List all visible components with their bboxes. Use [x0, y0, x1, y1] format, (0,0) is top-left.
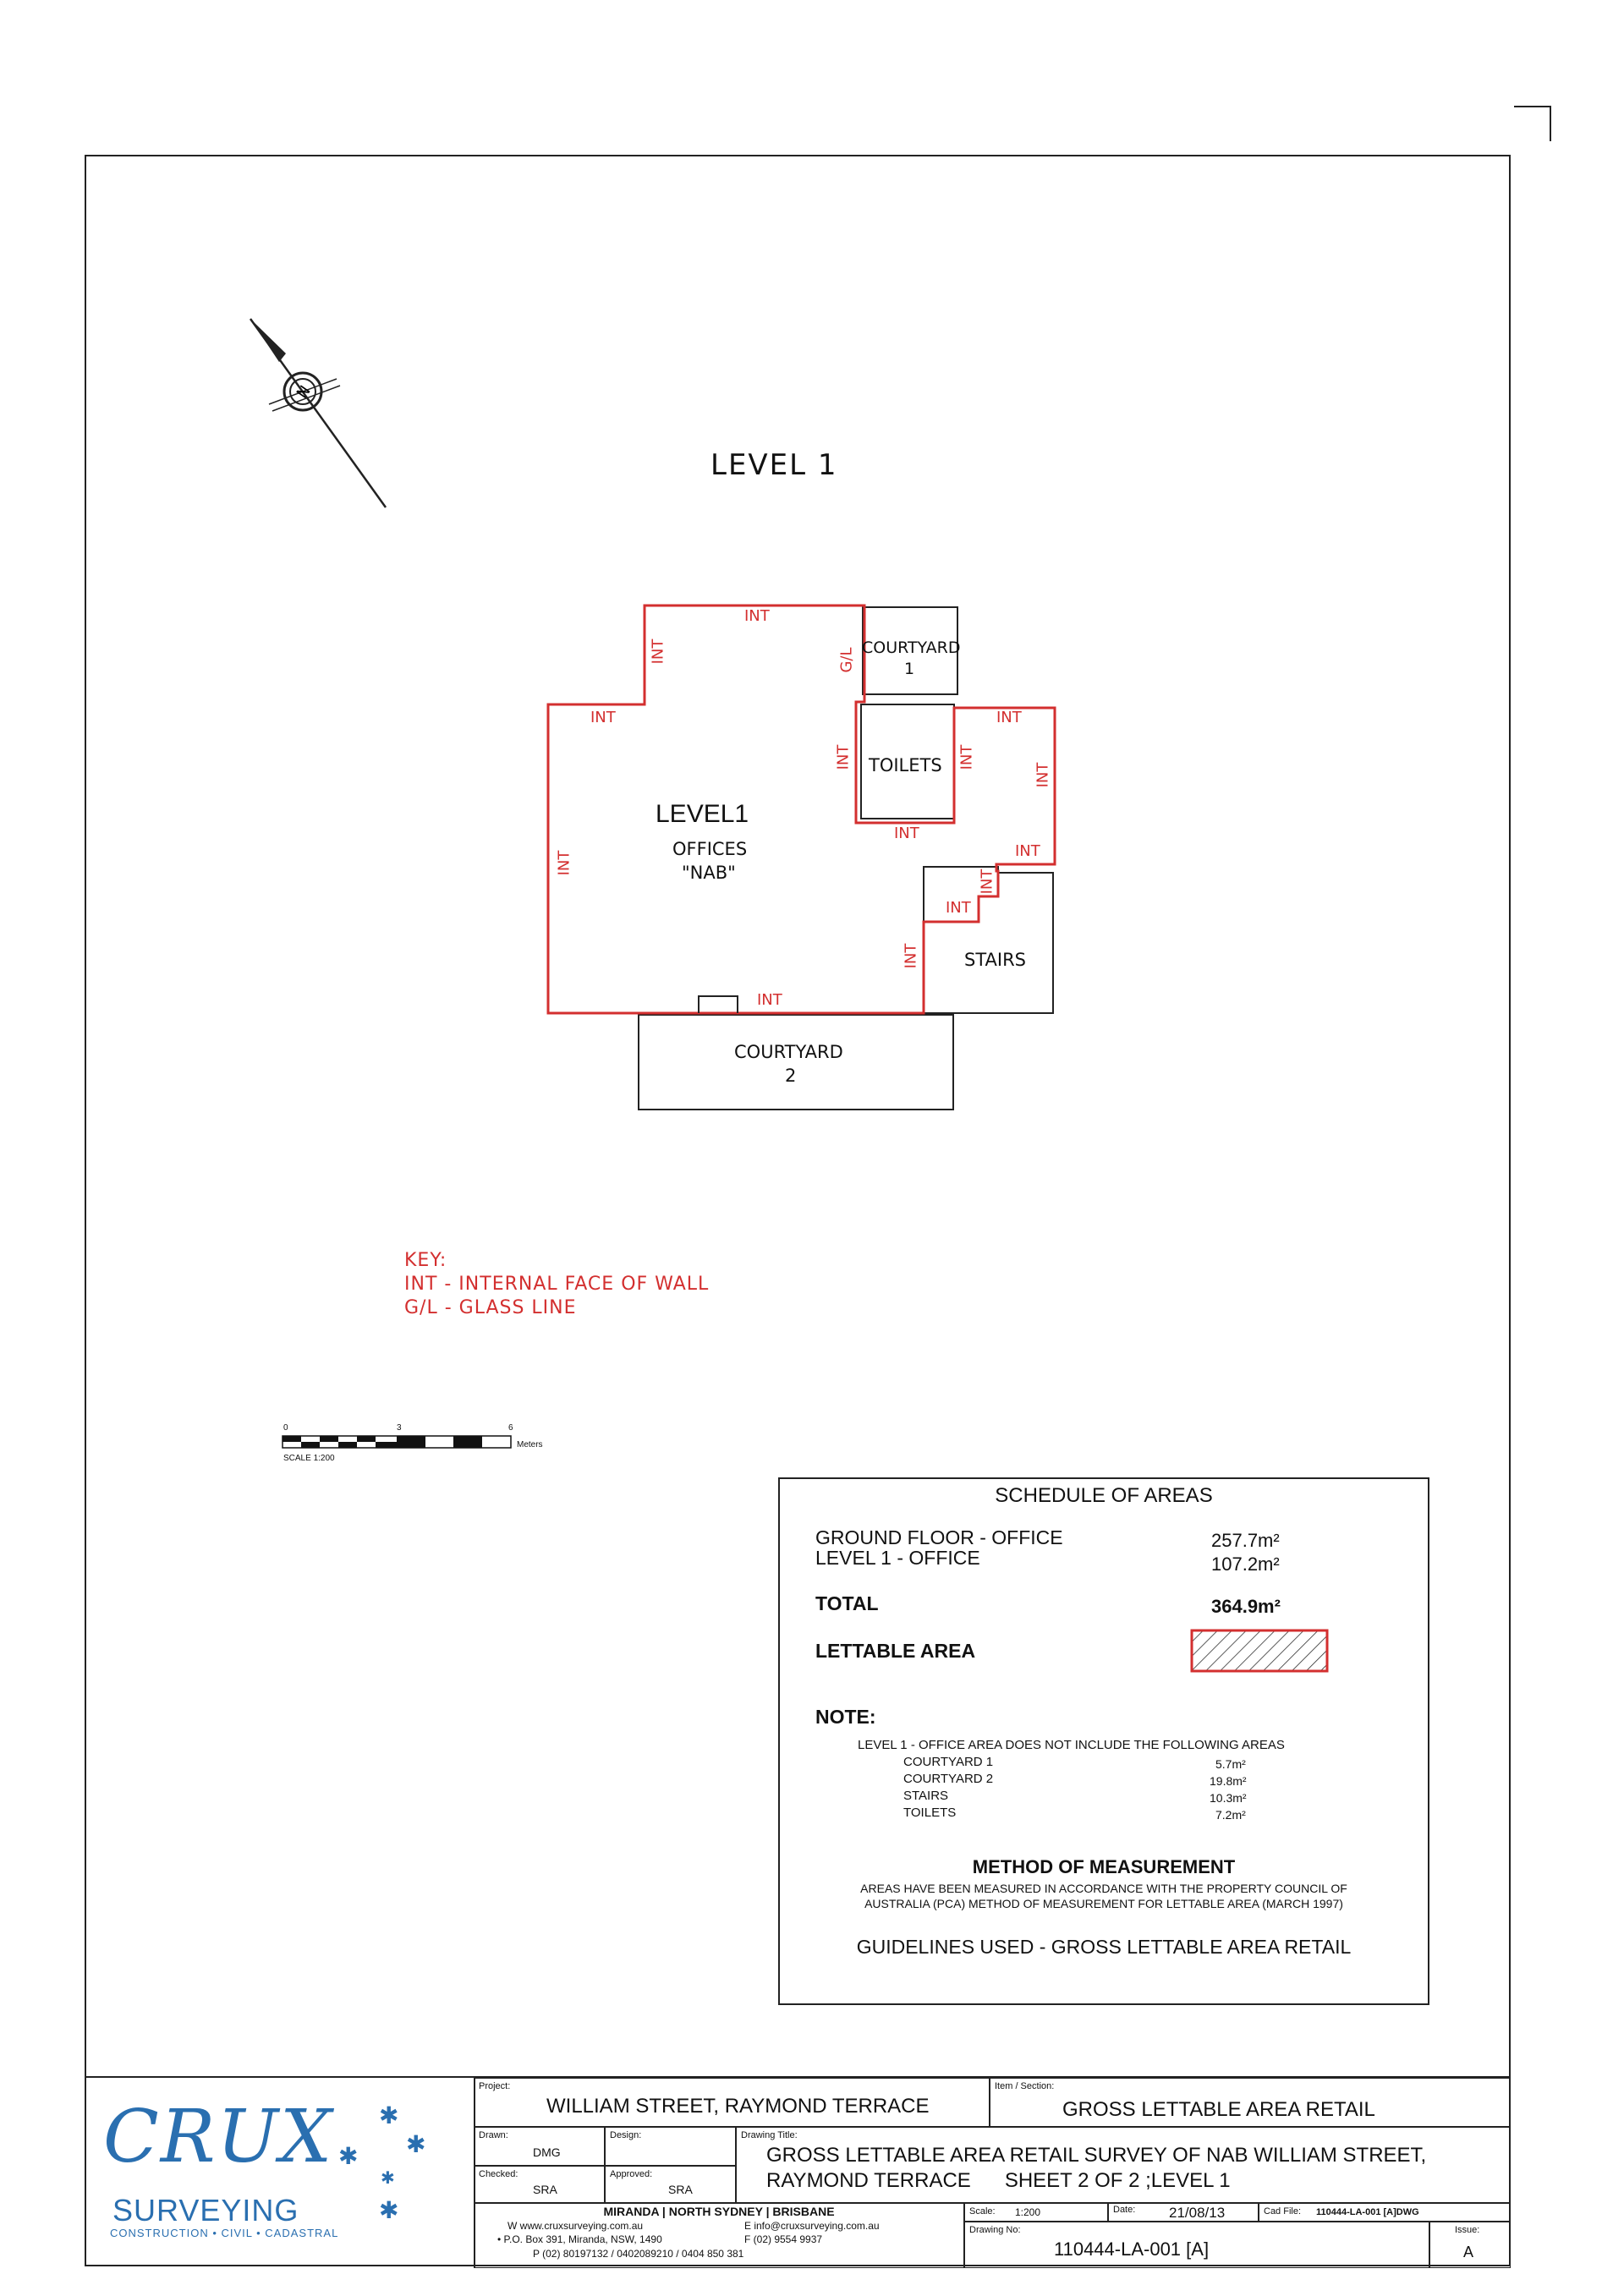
star-icon: ✱ [381, 2169, 395, 2188]
guidelines-text: GUIDELINES USED - GROSS LETTABLE AREA RETAIL [856, 1936, 1352, 1958]
cad-label: Cad File: [1264, 2206, 1302, 2217]
key-heading: KEY: [404, 1250, 447, 1271]
exclusion-value: 10.3m² [1210, 1791, 1247, 1805]
item-name: GROSS LETTABLE AREA RETAIL [1062, 2098, 1375, 2121]
wall-label-int: INT [946, 899, 971, 917]
schedule-row-value: 257.7m² [1211, 1530, 1280, 1551]
office-name-label: LEVEL1 [656, 800, 749, 828]
star-icon: ✱ [379, 2197, 399, 2223]
drawing-no-value: 110444-LA-001 [A] [1054, 2238, 1210, 2260]
wall-label-int: INT [649, 638, 667, 665]
wall-label-int: INT [894, 825, 919, 842]
key-item-int: INT - INTERNAL FACE OF WALL [404, 1274, 710, 1295]
project-name: WILLIAM STREET, RAYMOND TERRACE [546, 2095, 930, 2118]
method-text-line: AREAS HAVE BEEN MEASURED IN ACCORDANCE WITH THE PROPERTY COUNCIL OF [860, 1882, 1347, 1895]
logo-tagline: CONSTRUCTION • CIVIL • CADASTRAL [110, 2227, 339, 2239]
issue-value: A [1463, 2244, 1474, 2260]
exclusion-value: 7.2m² [1215, 1808, 1246, 1822]
wall-label-int: INT [902, 943, 920, 969]
scale-value: 1:200 [1015, 2206, 1041, 2218]
wall-label-gl: G/L [837, 647, 856, 673]
legend-key [404, 1249, 709, 1320]
scale-bar-graphic [282, 1435, 514, 1450]
scale-bar [282, 1423, 569, 1466]
exclusion-label: COURTYARD 1 [903, 1755, 994, 1769]
item-label: Item / Section: [995, 2081, 1055, 2091]
contact-phone: P (02) 80197132 / 0402089210 / 0404 850 381 [533, 2248, 744, 2260]
checked-label: Checked: [479, 2169, 518, 2179]
wall-label-int: INT [996, 709, 1022, 726]
note-intro: LEVEL 1 - OFFICE AREA DOES NOT INCLUDE THE FOLLOWING AREAS [858, 1738, 1285, 1752]
scale-tick-0: 0 [283, 1423, 288, 1433]
date-value: 21/08/13 [1169, 2205, 1226, 2221]
exclusion-label: TOILETS [903, 1806, 957, 1820]
exclusion-value: 5.7m² [1215, 1757, 1246, 1771]
logo-surveying: SURVEYING [112, 2193, 299, 2228]
schedule-row-label: LEVEL 1 - OFFICE [815, 1547, 980, 1569]
drawing-title-label: Drawing Title: [741, 2130, 798, 2140]
toilets-label: TOILETS [869, 755, 942, 775]
wall-label-int: INT [1015, 842, 1040, 860]
north-label: N [293, 382, 315, 403]
courtyard-1-label: COURTYARD [862, 638, 961, 657]
key-item-gl: G/L - GLASS LINE [404, 1297, 577, 1318]
wall-label-int: INT [978, 869, 996, 895]
wall-label-int: INT [590, 709, 616, 726]
wall-label-int: INT [555, 850, 573, 876]
note-heading: NOTE: [815, 1706, 876, 1728]
total-value: 364.9m² [1211, 1596, 1281, 1617]
issue-label: Issue: [1455, 2225, 1480, 2235]
lettable-area-label: LETTABLE AREA [815, 1640, 976, 1662]
exclusion-label: STAIRS [903, 1789, 949, 1803]
method-heading: METHOD OF MEASUREMENT [972, 1856, 1236, 1877]
office-tenant-label: "NAB" [682, 863, 736, 883]
approved-value: SRA [668, 2183, 693, 2196]
drawn-label: Drawn: [479, 2130, 508, 2140]
wall-label-int: INT [744, 607, 770, 625]
project-label: Project: [479, 2081, 511, 2091]
cad-value: 110444-LA-001 [A]DWG [1316, 2207, 1419, 2217]
scale-label: Scale: [969, 2206, 996, 2217]
stairs-label: STAIRS [964, 950, 1027, 970]
scale-caption: SCALE 1:200 [283, 1454, 335, 1463]
logo-wordmark: CRUX [103, 2095, 334, 2179]
courtyard-2-number: 2 [785, 1066, 797, 1086]
total-label: TOTAL [815, 1592, 879, 1614]
method-text-line: AUSTRALIA (PCA) METHOD OF MEASUREMENT FOR LETTABLE AREA (MARCH 1997) [864, 1897, 1343, 1910]
wall-label-int: INT [1034, 762, 1052, 788]
courtyard-2-room [639, 1015, 953, 1110]
approved-label: Approved: [610, 2169, 653, 2179]
schedule-of-areas [778, 1477, 1429, 2005]
company-logo [85, 2078, 474, 2268]
schedule-row-label: GROUND FLOOR - OFFICE [815, 1526, 1063, 1548]
scale-tick-3: 3 [397, 1423, 402, 1433]
schedule-title: SCHEDULE OF AREAS [995, 1484, 1213, 1507]
plan-title: LEVEL 1 [710, 448, 838, 482]
schedule-row-value: 107.2m² [1211, 1553, 1280, 1575]
drawing-title-line: GROSS LETTABLE AREA RETAIL SURVEY OF NAB WILLIAM STREET, [766, 2144, 1427, 2167]
date-label: Date: [1113, 2205, 1136, 2215]
drawn-value: DMG [533, 2145, 561, 2159]
star-icon: ✱ [406, 2131, 426, 2157]
wall-label-int: INT [757, 991, 782, 1009]
contact-address: • P.O. Box 391, Miranda, NSW, 1490 [497, 2233, 662, 2245]
title-block [85, 2076, 1511, 2266]
exclusion-label: COURTYARD 2 [903, 1772, 994, 1786]
contact-email: E info@cruxsurveying.com.au [744, 2220, 880, 2232]
scale-tick-6: 6 [508, 1423, 513, 1433]
window-marker [699, 996, 738, 1013]
wall-label-int: INT [834, 744, 853, 770]
design-label: Design: [610, 2130, 642, 2140]
drawing-title-line: RAYMOND TERRACE SHEET 2 OF 2 ;LEVEL 1 [766, 2169, 1231, 2192]
courtyard-1-number: 1 [904, 660, 915, 678]
scale-unit: Meters [517, 1440, 543, 1449]
star-icon: ✱ [338, 2143, 359, 2169]
offices-line: MIRANDA | NORTH SYDNEY | BRISBANE [603, 2205, 835, 2218]
wall-label-int: INT [957, 744, 976, 770]
contact-web: W www.cruxsurveying.com.au [508, 2220, 644, 2232]
drawing-no-label: Drawing No: [969, 2225, 1021, 2235]
lettable-hatch-swatch [1190, 1629, 1330, 1674]
office-use-label: OFFICES [672, 839, 748, 859]
star-icon: ✱ [379, 2102, 399, 2129]
exclusion-value: 19.8m² [1210, 1774, 1247, 1788]
contact-fax: F (02) 9554 9937 [744, 2233, 823, 2245]
north-arrow-icon [250, 319, 386, 507]
checked-value: SRA [533, 2183, 557, 2196]
courtyard-2-label: COURTYARD [734, 1042, 843, 1062]
